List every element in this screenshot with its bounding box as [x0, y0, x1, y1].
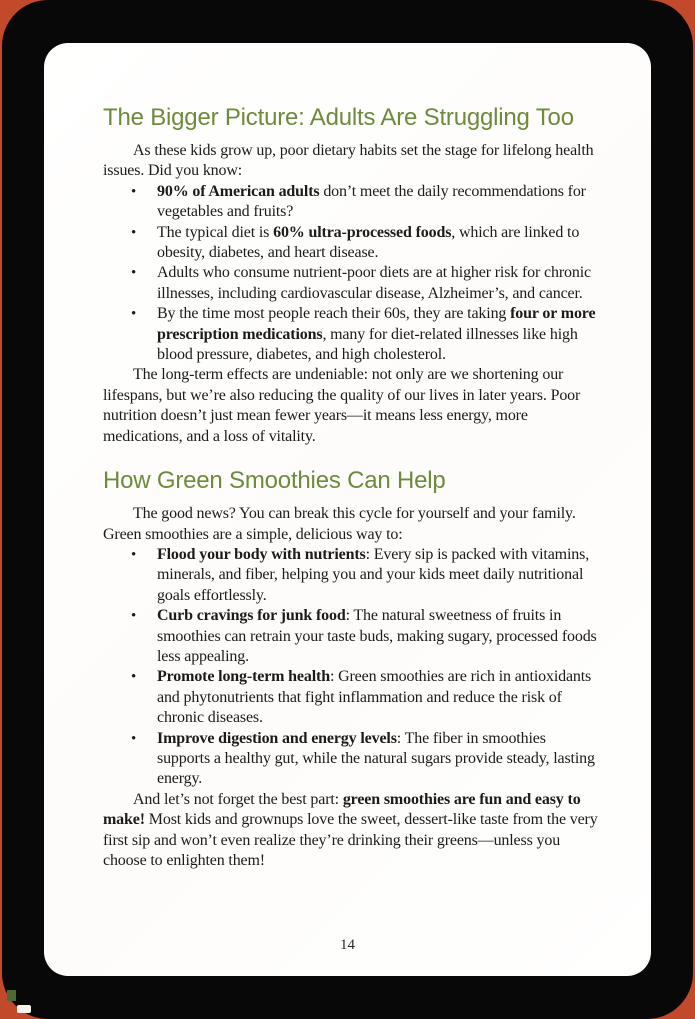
- bold-run: 90% of American adults: [157, 182, 320, 200]
- list-item: [103, 263, 601, 304]
- bold-run: Curb cravings for junk food: [157, 607, 346, 625]
- bold-run: green smoothies are fun and easy to make!: [103, 790, 581, 829]
- text-run: And let’s not forget the best part:: [133, 790, 343, 808]
- bold-run: Promote long-term health: [157, 668, 330, 686]
- bullet-list-1: [103, 182, 601, 366]
- bullet-icon: •: [131, 608, 137, 625]
- text-run: : The natural sweetness of fruits in smoothies can retrain your taste buds, making sugary, processed foods less appealing.: [157, 607, 597, 665]
- page-number: 14: [340, 937, 355, 953]
- text-run: Most kids and grownups love the sweet, dessert-like taste from the very first sip and won’t even realize they’re drinking their greens—unless you choose to enlighten them!: [103, 811, 598, 869]
- text-run: , many for diet-related illnesses like high blood pressure, diabetes, and high cholesterol.: [157, 325, 578, 364]
- page-content: [44, 43, 651, 871]
- list-item: [103, 182, 601, 223]
- bullet-list-2: [103, 545, 601, 790]
- bullet-icon: •: [131, 306, 137, 323]
- background-artifact-green: [7, 990, 16, 1001]
- bold-run: Flood your body with nutrients: [157, 545, 366, 563]
- bold-run: four or more prescription medications: [157, 305, 596, 343]
- paragraph-outro-2: [103, 790, 601, 872]
- text-run: Adults who consume nutrient-poor diets are at higher risk for chronic illnesses, including cardiovascular disease, Alzheimer’s, and cancer.: [157, 264, 591, 302]
- section-heading-2: How Green Smoothies Can Help: [103, 467, 446, 495]
- list-item: [103, 729, 601, 790]
- bullet-icon: •: [131, 224, 137, 241]
- bullet-icon: •: [131, 669, 137, 686]
- bold-run: 60% ultra-processed foods: [273, 223, 452, 241]
- text-run: , which are linked to obesity, diabetes, and heart disease.: [157, 223, 580, 262]
- text-run: : Every sip is packed with vitamins, minerals, and fiber, helping you and your kids meet daily nutritional goals effortlessly.: [157, 545, 590, 604]
- paragraph-outro-1: [103, 365, 601, 447]
- book-page[interactable]: [44, 43, 651, 976]
- bold-run: Improve digestion and energy levels: [157, 729, 397, 747]
- section-heading-1: The Bigger Picture: Adults Are Struggling Too: [103, 104, 574, 131]
- text-run: The typical diet is: [157, 223, 274, 241]
- paragraph-intro-1: As these kids grow up, poor dietary habits set the stage for lifelong health issues. Did you know:: [103, 142, 594, 180]
- list-item: [103, 606, 601, 667]
- list-item: [103, 223, 601, 264]
- paragraph-intro-2: The good news? You can break this cycle for yourself and your family. Green smoothies are a simple, delicious way to:: [103, 505, 576, 543]
- text-run: don’t meet the daily recommendations for vegetables and fruits?: [157, 182, 586, 221]
- bullet-icon: •: [131, 546, 137, 563]
- background-artifact-white: [17, 1005, 31, 1013]
- bullet-icon: •: [131, 183, 137, 200]
- list-item: [103, 667, 601, 728]
- text-run: The long-term effects are undeniable: not only are we shortening our lifespans, but we’re also reducing the quality of our lives in later years. Poor nutrition doesn’t just mean fewer years—it means less energy, more medications, and a loss of vitality.: [103, 366, 581, 445]
- bullet-icon: •: [131, 265, 137, 282]
- text-run: By the time most people reach their 60s, they are taking: [157, 305, 511, 323]
- text-run: : The fiber in smoothies supports a healthy gut, while the natural sugars provide steady, lasting energy.: [157, 729, 595, 788]
- text-run: : Green smoothies are rich in antioxidants and phytonutrients that fight inflammation and reduce the risk of chronic diseases.: [157, 668, 592, 727]
- list-item: [103, 545, 601, 606]
- list-item: [103, 304, 601, 365]
- bullet-icon: •: [131, 730, 137, 747]
